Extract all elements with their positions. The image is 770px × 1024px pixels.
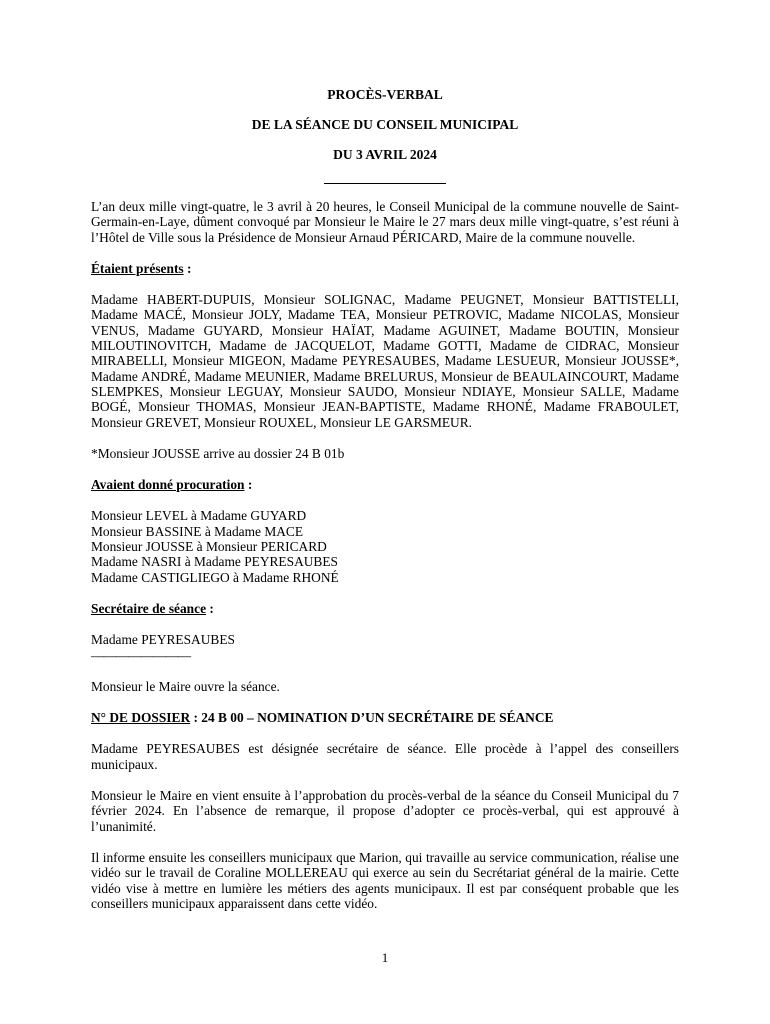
presents-note: *Monsieur JOUSSE arrive au dossier 24 B 01b [91,445,345,461]
paragraph-approbation: Monsieur le Maire en vient ensuite à l’approbation du procès-verbal de la séance du Conseil Municipal du 7 février 2024. En l’absence de remarque, il propose d’adopter ce procès-verbal, qui est approuvé à l’unanimité. [91,788,679,834]
procurations-heading [91,477,679,492]
procuration-item: Madame NASRI à Madame PEYRESAUBES [91,554,338,570]
page-number: 1 [381,950,389,965]
procurations-heading-colon: : [244,477,253,493]
document-subtitle: DE LA SÉANCE DU CONSEIL MUNICIPAL [251,117,519,132]
procuration-item: Monsieur BASSINE à Madame MACE [91,523,304,539]
title-divider [324,183,446,184]
procuration-item: Monsieur JOUSSE à Monsieur PERICARD [91,539,327,555]
title-block [0,87,770,177]
presents-heading-label: Étaient présents [91,260,184,276]
dossier-title: : 24 B 00 – NOMINATION D’UN SECRÉTAIRE DE SÉANCE [190,710,554,726]
procurations-heading-label: Avaient donné procuration [91,477,245,493]
secretaire-name: Madame PEYRESAUBES [91,632,235,648]
procuration-item: Monsieur LEVEL à Madame GUYARD [91,508,307,524]
procurations-list [91,508,679,584]
opening-line: Monsieur le Maire ouvre la séance. [91,678,280,694]
procuration-item: Madame CASTIGLIEGO à Madame RHONÉ [91,569,339,585]
secretaire-heading [91,601,679,616]
separator-line: ———————— [91,647,191,663]
document-date: DU 3 AVRIL 2024 [333,147,437,162]
presents-heading-colon: : [183,260,192,276]
intro-paragraph: L’an deux mille vingt-quatre, le 3 avril à 20 heures, le Conseil Municipal de la commune nouvelle de Saint-Germain-en-Laye, dûment convoqué par Monsieur le Maire le 27 mars deux mille vingt-quatre, s’est réuni à l’Hôtel de Ville sous la Présidence de Monsieur Arnaud PÉRICARD, Maire de la commune nouvelle. [91,199,679,245]
dossier-label: N° DE DOSSIER [91,710,191,726]
secretaire-block [91,632,679,663]
paragraph-video: Il informe ensuite les conseillers municipaux que Marion, qui travaille au service communication, réalise une vidéo sur le travail de Coraline MOLLEREAU qui exerce au sein du Secrétariat général de la mairie. Cette vidéo vise à mettre en lumière les métiers des agents municipaux. Il est par conséquent probable que les conseillers municipaux apparaissent dans cette vidéo. [91,849,679,911]
presents-list: Madame HABERT-DUPUIS, Monsieur SOLIGNAC, Madame PEUGNET, Monsieur BATTISTELLI, Madame MACÉ, Monsieur JOLY, Madame TEA, Monsieur PETROVIC, Madame NICOLAS, Monsieur VENUS, Madame GUYARD, Monsieur HAÏAT, Madame AGUINET, Madame BOUTIN, Monsieur MILOUTINOVITCH, Madame de JACQUELOT, Madame GOTTI, Madame de CIDRAC, Monsieur MIRABELLI, Monsieur MIGEON, Madame PEYRESAUBES, Madame LESUEUR, Monsieur JOUSSE*, Madame ANDRÉ, Madame MEUNIER, Madame BRELURUS, Monsieur de BEAULAINCOURT, Madame SLEMPKES, Monsieur LEGUAY, Monsieur SAUDO, Monsieur NDIAYE, Monsieur SALLE, Madame BOGÉ, Monsieur THOMAS, Monsieur JEAN-BAPTISTE, Madame RHONÉ, Madame FRABOULET, Monsieur GREVET, Monsieur ROUXEL, Monsieur LE GARSMEUR. [91,292,679,430]
document-body [91,199,679,927]
secretaire-heading-label: Secrétaire de séance [91,600,207,616]
secretaire-heading-colon: : [206,600,214,616]
presents-heading [91,261,679,276]
paragraph-secretaire: Madame PEYRESAUBES est désignée secrétaire de séance. Elle procède à l’appel des conseillers municipaux. [91,741,679,772]
document-title: PROCÈS-VERBAL [327,87,443,102]
dossier-heading [91,710,679,725]
